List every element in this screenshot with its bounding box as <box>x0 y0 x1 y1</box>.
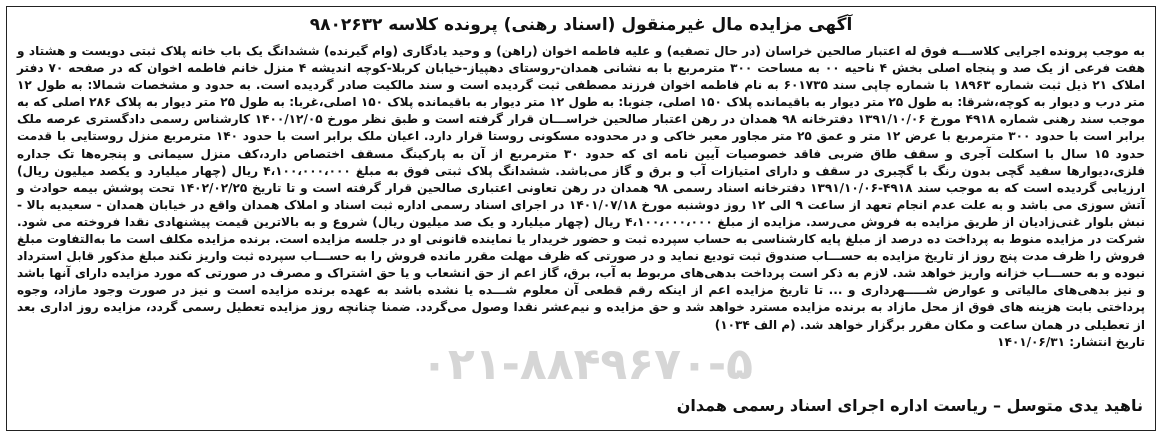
notice-body <box>17 43 1145 351</box>
watermark-phone: ۰۲۱-۸۸۴۹۶۷۰-۵ <box>421 339 753 390</box>
publish-date: تاریخ انتشار: ۱۴۰۱/۰۶/۳۱ <box>997 334 1145 349</box>
notice-frame <box>6 6 1156 431</box>
signature: ناهید یدی متوسل – ریاست اداره اجرای اسناد رسمی همدان <box>676 396 1143 415</box>
notice-body-paragraph: به موجب پرونده اجرایی کلاســـه فوق له اعتبار صالحین خراسان (در حال تصفیه) و علیه فاطمه اخوان (راهن) و وحید یادگاری (وام گیرنده) ششدانگ یک باب خانه پلاک ثبتی دویست و هشتاد و هفت فرعی از یک صد و پنجاه اصلی بخش ۴ ناحیه ۰۰ به مساحت ۳۰۰ مترمربع با به نشانی همدان-روستای دهپیاز-خیابان کربلا-کوچه اندیشه ۴ منزل خانم فاطمه اخوان که در صفحه ۷۰ دفتر املاک ۲۱ ذیل ثبت شماره ۱۸۹۶۳ با شماره چاپی سند ۶۰۱۷۳۵ به نام فاطمه اخوان فرزند مصطفی ثبت گردیده است و سند مالکیت صادر گردیده است. به حدود و مشخصات شمالا: به طول ۱۲ متر درب و دیوار به کوچه،شرقا: به طول ۲۵ متر دیوار به باقیمانده پلاک ۱۵۰ اصلی، جنوبا: به طول ۱۲ متر دیوار به باقیمانده پلاک ۱۵۰ اصلی،غربا: به طول ۲۵ متر دیوار به پلاک ۲۸۶ اصلی که به موجب سند رهنی شماره ۴۹۱۸ مورخ ۱۳۹۱/۱۰/۰۶ دفترخانه ۹۸ همدان در رهن اعتبار صالحین خراســـان قرار گرفته است و طبق نظر مورخ ۱۴۰۰/۱۲/۰۵ کارشناس رسمی دادگستری عرصه ملک برابر است با حدود ۳۰۰ مترمربع با عرض ۱۲ متر و عمق ۲۵ متر مجاور معبر خاکی و در محدوده مسکونی روستا قرار دارد. اعیان ملک برابر است با حدود ۱۴۰ مترمربع منزل روستایی با قدمت حدود ۱۵ سال با اسکلت آجری و سقف طاق ضربی فاقد خصوصیات آیین نامه ای که حدود ۳۰ مترمربع از آن به پارکینگ مسقف اختصاص دارد،کف منزل سیمانی و پنجره‌ها تک جداره فلزی،دیوارها سفید گچی بدون رنگ با گچبری در سقف و دارای امتیازات آب و برق و گاز می‌باشد. ششدانگ پلاک ثبتی فوق به مبلغ ۴،۱۰۰،۰۰۰،۰۰۰ ریال (چهار میلیارد و یکصد میلیون ریال) ارزیابی گردیده است که به موجب سند ۴۹۱۸-۱۳۹۱/۱۰/۰۶ دفترخانه اسناد رسمی ۹۸ همدان در رهن تعاونی اعتباری صالحین قرار گرفته است و تا تاریخ ۱۴۰۲/۰۲/۲۵ تحت پوشش بیمه حوادث و آتش سوزی می باشد و به علت عدم انجام تعهد از ساعت ۹ الی ۱۲ روز دوشنبه مورخ ۱۴۰۱/۰۷/۱۸ در اجرای اسناد رسمی اداره ثبت اسناد و املاک همدان واقع در خیابان همدان - سعیدیه بالا - نبش بلوار غنی‌زادیان از طریق مزایده به فروش می‌رسد. مزایده از مبلغ ۴،۱۰۰،۰۰۰،۰۰۰ ریال (چهار میلیارد و یک صد میلیون ریال) شروع و به بالاترین قیمت پیشنهادی نقدا فروخته می شود. شرکت در مزایده منوط به پرداخت ده درصد از مبلغ پایه کارشناسی به حساب سپرده ثبت و حضور خریدار یا نماینده قانونی او در جلسه مزایده است. برنده مزایده مکلف است ما به‌التفاوت مبلغ فروش را ظرف مدت پنج روز از تاریخ مزایده به حســـاب صندوق ثبت تودیع نماید و در صورتی که ظرف مهلت مقرر مانده فروش را به حســـاب سپرده ثبت واریز نکند مبلغ مذکور قابل استرداد نبوده و به حســـاب خزانه واریز خواهد شد. لازم به ذکر است پرداخت بدهی‌های مربوط به آب، برق، گاز اعم از حق انشعاب و یا حق اشتراک و مصرف در صورتی که مورد مزایده دارای آنها باشد و نیز بدهی‌های مالیاتی و عوارض شـــــهرداری و ... تا تاریخ مزایده اعم از اینکه رقم قطعی آن معلوم شـــده یا نشده باشد به عهده برنده مزایده است و نیز در صورت وجود مازاد، وجوه پرداختی بابت هزینه های فوق از محل مازاد به برنده مزایده مسترد خواهد شد و حق مزایده و نیم‌عشر نقدا وصول می‌گردد. ضمنا چنانچه روز مزایده تعطیل رسمی گردد، مزایده روز اداری بعد از تعطیلی در همان ساعت و مکان مقرر برگزار خواهد شد. (م الف ۱۰۳۴) <box>17 44 1146 332</box>
notice-title: آگهی مزایده مال غیرمنقول (اسناد رهنی) پرونده کلاسه ۹۸۰۲۶۳۲ <box>309 15 853 35</box>
